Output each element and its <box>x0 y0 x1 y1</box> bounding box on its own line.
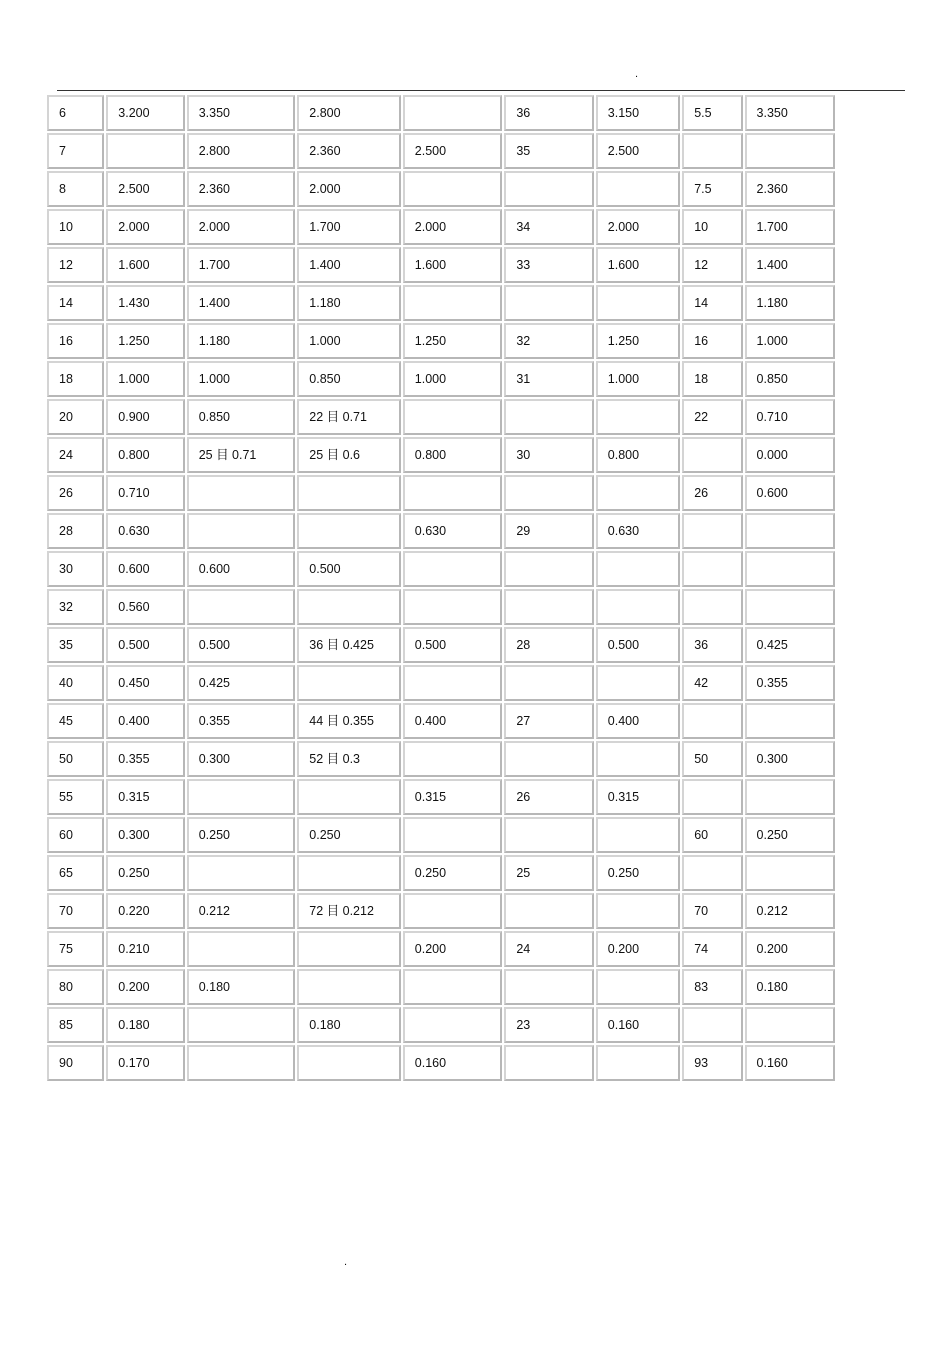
table-cell: 0.160 <box>403 1045 503 1081</box>
table-cell: 7 <box>47 133 104 169</box>
table-cell <box>106 133 184 169</box>
table-cell <box>745 855 835 891</box>
table-cell: 25 <box>504 855 593 891</box>
table-cell <box>745 551 835 587</box>
table-cell: 93 <box>682 1045 742 1081</box>
table-cell: 10 <box>682 209 742 245</box>
table-cell <box>187 1045 296 1081</box>
table-row <box>47 95 835 131</box>
table-cell: 0.630 <box>403 513 503 549</box>
table-cell: 18 <box>47 361 104 397</box>
table-cell: 70 <box>47 893 104 929</box>
table-cell <box>504 741 593 777</box>
table-cell <box>682 551 742 587</box>
table-cell <box>682 589 742 625</box>
table-cell: 0.800 <box>403 437 503 473</box>
table-cell: 0.425 <box>187 665 296 701</box>
table-cell: 35 <box>47 627 104 663</box>
table-cell: 1.400 <box>745 247 835 283</box>
table-cell: 3.350 <box>745 95 835 131</box>
table-cell: 0.250 <box>187 817 296 853</box>
table-cell: 0.500 <box>106 627 184 663</box>
table-cell: 0.500 <box>187 627 296 663</box>
table-cell <box>297 589 401 625</box>
table-cell: 44 目 0.355 <box>297 703 401 739</box>
table-cell <box>596 969 680 1005</box>
table-cell: 28 <box>504 627 593 663</box>
table-cell: 22 目 0.71 <box>297 399 401 435</box>
table-cell: 16 <box>682 323 742 359</box>
table-cell: 14 <box>682 285 742 321</box>
table-cell: 0.200 <box>106 969 184 1005</box>
table-cell: 0.180 <box>187 969 296 1005</box>
table-cell: 0.600 <box>187 551 296 587</box>
table-cell <box>504 285 593 321</box>
table-cell <box>297 855 401 891</box>
table-cell: 50 <box>47 741 104 777</box>
table-cell: 0.250 <box>106 855 184 891</box>
table-cell: 1.430 <box>106 285 184 321</box>
table-row <box>47 475 835 511</box>
table-row <box>47 171 835 207</box>
table-cell: 0.250 <box>745 817 835 853</box>
table-cell: 83 <box>682 969 742 1005</box>
table-row <box>47 969 835 1005</box>
table-cell: 2.500 <box>403 133 503 169</box>
table-row <box>47 209 835 245</box>
table-row <box>47 133 835 169</box>
table-cell: 0.600 <box>745 475 835 511</box>
table-cell <box>745 513 835 549</box>
table-cell: 2.000 <box>403 209 503 245</box>
table-cell: 85 <box>47 1007 104 1043</box>
table-cell: 65 <box>47 855 104 891</box>
table-row <box>47 437 835 473</box>
table-cell: 6 <box>47 95 104 131</box>
table-cell: 0.250 <box>297 817 401 853</box>
table-cell <box>187 931 296 967</box>
table-cell <box>596 893 680 929</box>
table-cell: 0.400 <box>403 703 503 739</box>
table-cell: 1.700 <box>297 209 401 245</box>
table-cell <box>403 817 503 853</box>
table-cell: 60 <box>682 817 742 853</box>
table-cell <box>504 399 593 435</box>
table-cell <box>187 779 296 815</box>
table-row <box>47 931 835 967</box>
table-cell: 60 <box>47 817 104 853</box>
table-cell: 0.315 <box>596 779 680 815</box>
table-cell: 0.315 <box>403 779 503 815</box>
table-cell <box>187 1007 296 1043</box>
table-cell <box>403 475 503 511</box>
table-row <box>47 1007 835 1043</box>
table-cell: 31 <box>504 361 593 397</box>
table-row <box>47 247 835 283</box>
table-cell: 0.630 <box>106 513 184 549</box>
table-cell: 1.600 <box>106 247 184 283</box>
table-cell: 0.180 <box>106 1007 184 1043</box>
table-cell: 1.600 <box>596 247 680 283</box>
table-cell <box>682 437 742 473</box>
table-cell <box>596 551 680 587</box>
table-cell: 1.180 <box>187 323 296 359</box>
table-cell: 0.212 <box>187 893 296 929</box>
table-cell: 1.000 <box>596 361 680 397</box>
table-row <box>47 893 835 929</box>
table-cell: 1.400 <box>297 247 401 283</box>
table-cell: 2.800 <box>187 133 296 169</box>
table-cell <box>596 665 680 701</box>
table-cell: 0.710 <box>745 399 835 435</box>
table-cell <box>745 589 835 625</box>
table-cell: 30 <box>47 551 104 587</box>
table-row <box>47 779 835 815</box>
table-cell <box>297 665 401 701</box>
table-cell <box>403 95 503 131</box>
table-row <box>47 741 835 777</box>
table-cell: 45 <box>47 703 104 739</box>
table-cell: 1.000 <box>297 323 401 359</box>
table-cell <box>596 817 680 853</box>
table-cell: 10 <box>47 209 104 245</box>
table-cell <box>403 171 503 207</box>
table-cell: 1.000 <box>106 361 184 397</box>
table-cell: 3.200 <box>106 95 184 131</box>
table-cell <box>504 589 593 625</box>
table-cell: 7.5 <box>682 171 742 207</box>
table-cell <box>682 1007 742 1043</box>
table-cell: 0.160 <box>596 1007 680 1043</box>
table-cell: 0.300 <box>106 817 184 853</box>
table-cell: 0.600 <box>106 551 184 587</box>
table-cell: 29 <box>504 513 593 549</box>
table-cell <box>403 893 503 929</box>
table-cell: 1.400 <box>187 285 296 321</box>
table-cell <box>403 665 503 701</box>
table-cell: 0.850 <box>745 361 835 397</box>
table-cell: 20 <box>47 399 104 435</box>
table-cell <box>596 475 680 511</box>
table-cell: 0.355 <box>187 703 296 739</box>
table-cell: 26 <box>47 475 104 511</box>
table-cell: 0.180 <box>297 1007 401 1043</box>
table-cell: 0.250 <box>403 855 503 891</box>
table-cell: 72 目 0.212 <box>297 893 401 929</box>
table-cell: 52 目 0.3 <box>297 741 401 777</box>
table-cell <box>187 513 296 549</box>
table-row <box>47 817 835 853</box>
table-cell <box>403 1007 503 1043</box>
table-row <box>47 513 835 549</box>
table-cell: 1.250 <box>403 323 503 359</box>
table-cell: 75 <box>47 931 104 967</box>
table-cell: 0.800 <box>596 437 680 473</box>
table-cell: 1.000 <box>403 361 503 397</box>
table-cell: 0.450 <box>106 665 184 701</box>
table-cell: 33 <box>504 247 593 283</box>
table-cell <box>682 513 742 549</box>
table-cell: 0.500 <box>403 627 503 663</box>
table-cell: 8 <box>47 171 104 207</box>
table-cell: 16 <box>47 323 104 359</box>
table-cell <box>596 589 680 625</box>
table-cell: 36 <box>682 627 742 663</box>
sieve-table-body <box>47 95 835 1081</box>
table-row <box>47 285 835 321</box>
table-cell <box>745 779 835 815</box>
table-cell <box>504 665 593 701</box>
table-cell: 3.350 <box>187 95 296 131</box>
table-cell <box>682 855 742 891</box>
table-cell: 0.160 <box>745 1045 835 1081</box>
table-cell: 0.300 <box>745 741 835 777</box>
table-cell <box>504 893 593 929</box>
table-cell: 1.700 <box>187 247 296 283</box>
table-row <box>47 665 835 701</box>
table-cell: 0.400 <box>106 703 184 739</box>
table-cell <box>596 171 680 207</box>
table-cell: 2.000 <box>187 209 296 245</box>
table-cell <box>504 171 593 207</box>
table-cell: 0.400 <box>596 703 680 739</box>
table-cell: 24 <box>47 437 104 473</box>
table-cell: 2.000 <box>596 209 680 245</box>
table-row <box>47 551 835 587</box>
table-cell: 0.500 <box>596 627 680 663</box>
table-cell: 0.560 <box>106 589 184 625</box>
table-cell: 2.360 <box>187 171 296 207</box>
table-cell: 0.500 <box>297 551 401 587</box>
table-cell <box>745 1007 835 1043</box>
table-cell: 0.315 <box>106 779 184 815</box>
table-cell <box>504 817 593 853</box>
table-cell: 1.600 <box>403 247 503 283</box>
table-cell <box>187 855 296 891</box>
table-cell: 23 <box>504 1007 593 1043</box>
table-cell: 1.000 <box>745 323 835 359</box>
table-cell <box>297 779 401 815</box>
table-cell: 1.250 <box>106 323 184 359</box>
table-cell <box>297 931 401 967</box>
table-cell: 14 <box>47 285 104 321</box>
table-cell <box>403 741 503 777</box>
table-row <box>47 627 835 663</box>
table-cell <box>403 399 503 435</box>
table-cell: 0.200 <box>596 931 680 967</box>
table-cell: 0.800 <box>106 437 184 473</box>
table-row <box>47 399 835 435</box>
table-cell: 24 <box>504 931 593 967</box>
table-cell <box>596 741 680 777</box>
table-cell: 2.500 <box>596 133 680 169</box>
table-cell: 35 <box>504 133 593 169</box>
table-cell: 0.200 <box>745 931 835 967</box>
table-cell: 3.150 <box>596 95 680 131</box>
table-cell <box>504 1045 593 1081</box>
table-cell <box>403 589 503 625</box>
table-cell: 0.630 <box>596 513 680 549</box>
table-cell <box>187 589 296 625</box>
table-cell <box>596 399 680 435</box>
table-cell: 36 <box>504 95 593 131</box>
table-cell: 1.180 <box>745 285 835 321</box>
table-cell: 1.000 <box>187 361 296 397</box>
table-cell: 25 目 0.71 <box>187 437 296 473</box>
table-cell: 2.000 <box>106 209 184 245</box>
table-cell <box>682 779 742 815</box>
table-cell: 90 <box>47 1045 104 1081</box>
table-cell: 32 <box>47 589 104 625</box>
table-cell: 36 目 0.425 <box>297 627 401 663</box>
table-cell: 0.250 <box>596 855 680 891</box>
table-cell: 0.355 <box>745 665 835 701</box>
table-cell <box>682 703 742 739</box>
table-cell <box>682 133 742 169</box>
table-row <box>47 1045 835 1081</box>
table-cell: 1.250 <box>596 323 680 359</box>
table-cell <box>297 969 401 1005</box>
table-cell: 0.300 <box>187 741 296 777</box>
table-cell: 0.170 <box>106 1045 184 1081</box>
table-cell: 2.360 <box>297 133 401 169</box>
table-cell: 0.850 <box>297 361 401 397</box>
table-row <box>47 855 835 891</box>
table-cell: 18 <box>682 361 742 397</box>
table-cell <box>596 285 680 321</box>
table-cell <box>403 551 503 587</box>
table-cell: 0.000 <box>745 437 835 473</box>
table-row <box>47 323 835 359</box>
table-cell: 55 <box>47 779 104 815</box>
table-cell: 2.500 <box>106 171 184 207</box>
table-cell: 0.212 <box>745 893 835 929</box>
table-cell: 0.900 <box>106 399 184 435</box>
table-cell: 5.5 <box>682 95 742 131</box>
table-cell: 22 <box>682 399 742 435</box>
header-rule <box>57 90 905 91</box>
table-cell: 42 <box>682 665 742 701</box>
footer-mark: . <box>344 1256 348 1268</box>
table-row <box>47 589 835 625</box>
table-cell: 74 <box>682 931 742 967</box>
table-cell <box>504 969 593 1005</box>
table-cell: 0.850 <box>187 399 296 435</box>
table-cell: 50 <box>682 741 742 777</box>
table-cell <box>297 513 401 549</box>
table-cell <box>596 1045 680 1081</box>
table-row <box>47 703 835 739</box>
table-cell: 28 <box>47 513 104 549</box>
table-cell: 32 <box>504 323 593 359</box>
table-cell <box>403 969 503 1005</box>
table-cell: 0.210 <box>106 931 184 967</box>
table-cell: 30 <box>504 437 593 473</box>
table-cell: 1.700 <box>745 209 835 245</box>
table-cell: 25 目 0.6 <box>297 437 401 473</box>
table-cell <box>187 475 296 511</box>
table-cell: 34 <box>504 209 593 245</box>
table-cell <box>297 475 401 511</box>
table-row <box>47 361 835 397</box>
table-cell: 0.200 <box>403 931 503 967</box>
sieve-size-table <box>45 93 837 1083</box>
table-cell: 27 <box>504 703 593 739</box>
table-cell: 1.180 <box>297 285 401 321</box>
table-cell: 0.180 <box>745 969 835 1005</box>
table-cell: 0.220 <box>106 893 184 929</box>
table-cell: 2.800 <box>297 95 401 131</box>
table-cell: 12 <box>682 247 742 283</box>
table-cell <box>745 703 835 739</box>
table-cell <box>745 133 835 169</box>
table-cell: 2.000 <box>297 171 401 207</box>
table-cell: 26 <box>504 779 593 815</box>
table-cell: 26 <box>682 475 742 511</box>
table-cell: 70 <box>682 893 742 929</box>
table-cell <box>504 475 593 511</box>
table-cell <box>403 285 503 321</box>
table-cell: 80 <box>47 969 104 1005</box>
table-cell: 0.710 <box>106 475 184 511</box>
table-cell <box>504 551 593 587</box>
table-cell: 2.360 <box>745 171 835 207</box>
table-cell: 0.355 <box>106 741 184 777</box>
table-cell: 0.425 <box>745 627 835 663</box>
table-cell: 40 <box>47 665 104 701</box>
header-mark: . <box>635 68 639 80</box>
table-cell: 12 <box>47 247 104 283</box>
table-cell <box>297 1045 401 1081</box>
